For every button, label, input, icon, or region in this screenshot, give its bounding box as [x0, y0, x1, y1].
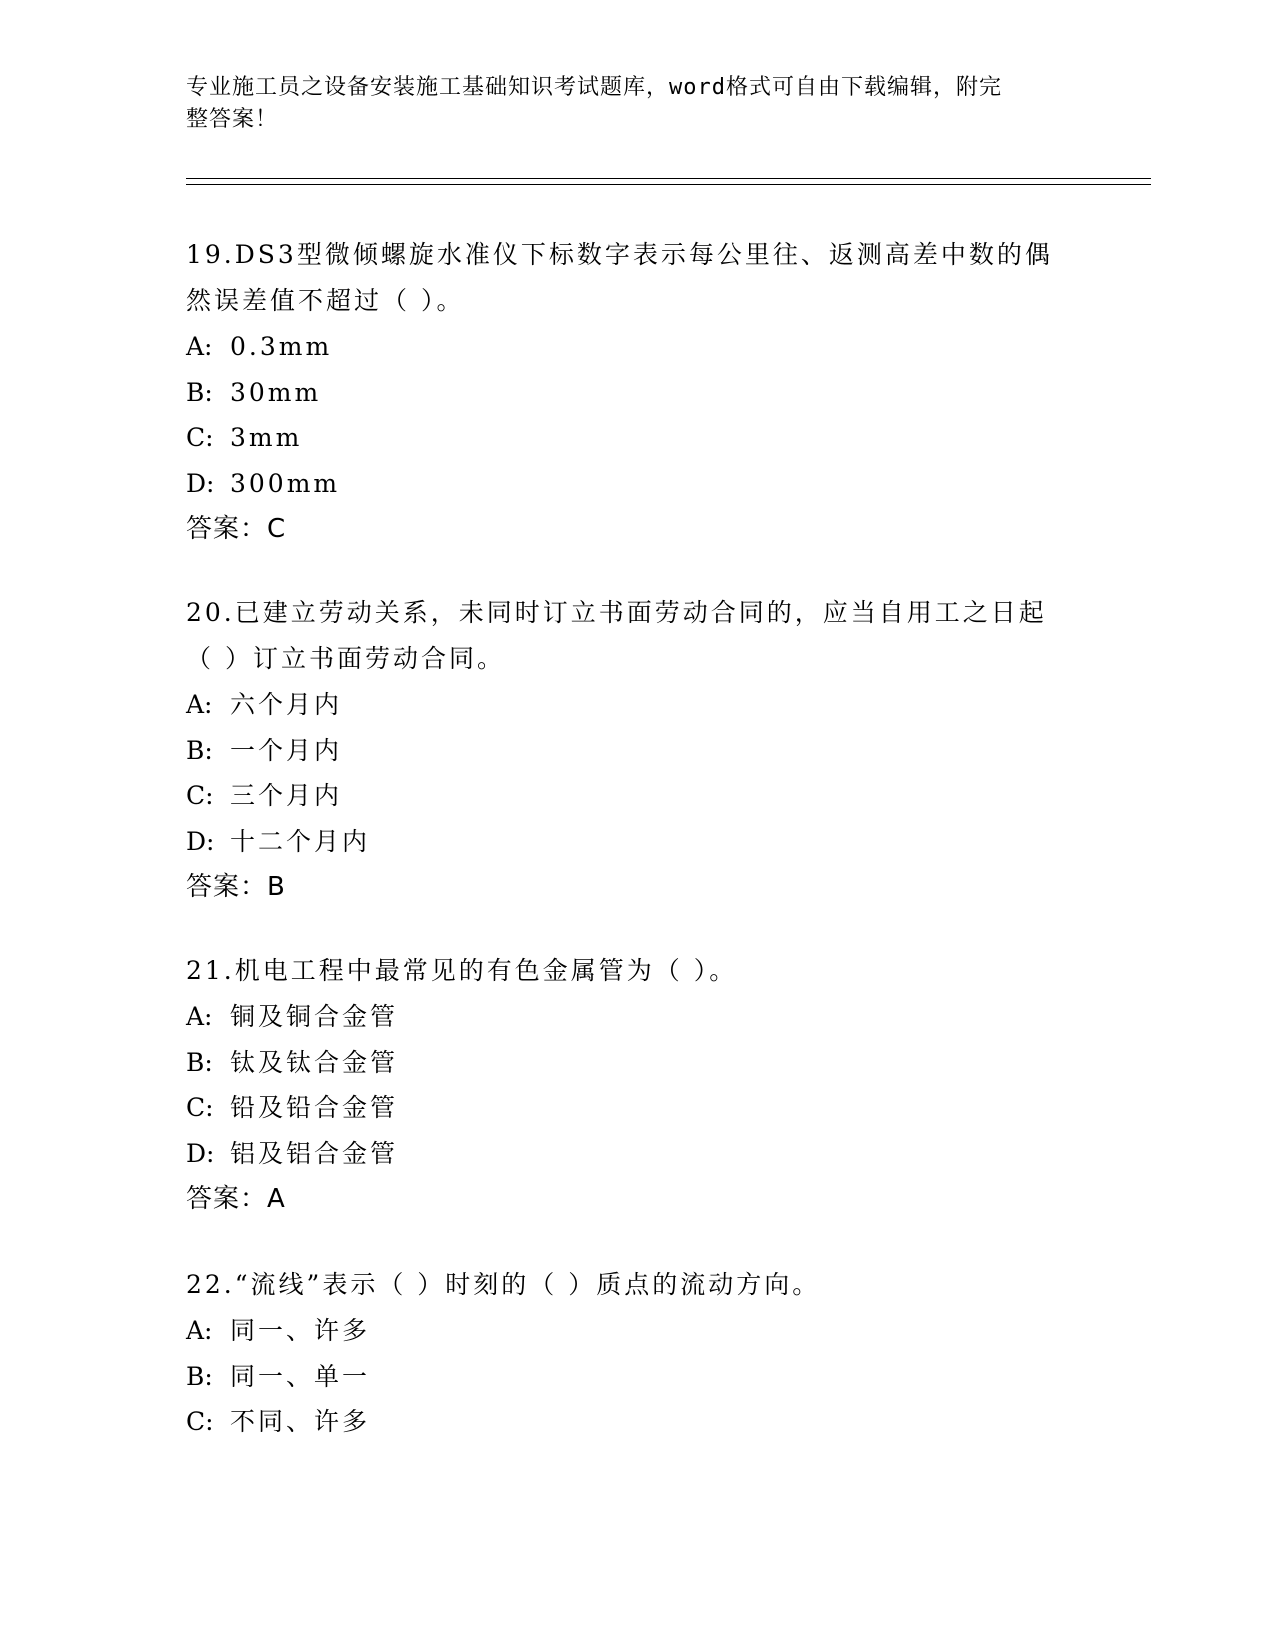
- option-key: A:: [186, 1316, 213, 1345]
- option-c: [186, 1399, 1086, 1445]
- question-19: [186, 232, 1086, 552]
- option-c: [186, 415, 1086, 461]
- option-text: 同一、许多: [230, 1316, 371, 1345]
- question-stem-line-1: 19.DS3型微倾螺旋水准仪下标数字表示每公里往、返测高差中数的偶: [186, 240, 1053, 269]
- option-b: [186, 728, 1086, 774]
- header-divider-top: [186, 178, 1151, 179]
- option-text: 铝及铝合金管: [230, 1138, 399, 1168]
- option-b: [186, 1040, 1086, 1086]
- question-21: [186, 948, 1086, 1222]
- document-header: [186, 72, 1066, 136]
- option-a: [186, 994, 1086, 1040]
- option-key: B:: [186, 377, 213, 407]
- header-line-1: 专业施工员之设备安装施工基础知识考试题库，word格式可自由下载编辑，附完: [186, 75, 1002, 100]
- option-a: [186, 682, 1086, 728]
- option-c: [186, 773, 1086, 819]
- question-stem-line-2: 然误差值不超过（ ）。: [186, 286, 465, 315]
- option-d: [186, 1131, 1086, 1177]
- option-key: D:: [186, 1138, 215, 1168]
- option-d: [186, 819, 1086, 865]
- question-stem-line-1: 21.机电工程中最常见的有色金属管为（ ）。: [186, 956, 738, 985]
- option-text: 一个月内: [230, 735, 343, 765]
- option-text: 钛及钛合金管: [230, 1047, 399, 1077]
- option-text: 十二个月内: [230, 826, 371, 856]
- answer: 答案：A: [186, 1184, 286, 1214]
- option-text: 六个月内: [230, 690, 343, 719]
- option-key: C:: [186, 1093, 214, 1122]
- option-text: 不同、许多: [230, 1407, 371, 1436]
- option-b: [186, 1354, 1086, 1400]
- option-key: C:: [186, 1407, 214, 1436]
- option-text: 3mm: [230, 423, 303, 452]
- option-text: 300mm: [230, 468, 341, 498]
- option-text: 铅及铅合金管: [230, 1093, 399, 1122]
- option-key: D:: [186, 468, 215, 498]
- question-stem-line-2: （ ）订立书面劳动合同。: [186, 644, 505, 673]
- header-line-2: 整答案！: [186, 107, 279, 132]
- question-22: [186, 1262, 1086, 1445]
- option-text: 同一、单一: [230, 1361, 371, 1391]
- option-key: D:: [186, 826, 215, 856]
- question-20: [186, 590, 1086, 910]
- option-text: 30mm: [230, 377, 322, 407]
- question-stem-line-1: 22.“流线”表示（ ）时刻的（ ）质点的流动方向。: [186, 1270, 821, 1299]
- option-d: [186, 461, 1086, 507]
- option-c: [186, 1085, 1086, 1131]
- header-divider-bottom: [186, 184, 1151, 185]
- option-a: [186, 324, 1086, 370]
- option-key: A:: [186, 1002, 213, 1031]
- option-b: [186, 370, 1086, 416]
- option-key: A:: [186, 690, 213, 719]
- option-key: B:: [186, 1361, 213, 1391]
- option-key: A:: [186, 332, 213, 361]
- option-text: 铜及铜合金管: [230, 1002, 399, 1031]
- option-key: B:: [186, 735, 213, 765]
- option-key: C:: [186, 423, 214, 452]
- answer: 答案：B: [186, 872, 286, 902]
- option-text: 三个月内: [230, 781, 343, 810]
- option-a: [186, 1308, 1086, 1354]
- answer: 答案：C: [186, 514, 287, 544]
- question-stem-line-1: 20.已建立劳动关系，未同时订立书面劳动合同的，应当自用工之日起: [186, 598, 1047, 627]
- option-text: 0.3mm: [230, 332, 333, 361]
- option-key: B:: [186, 1047, 213, 1077]
- option-key: C:: [186, 781, 214, 810]
